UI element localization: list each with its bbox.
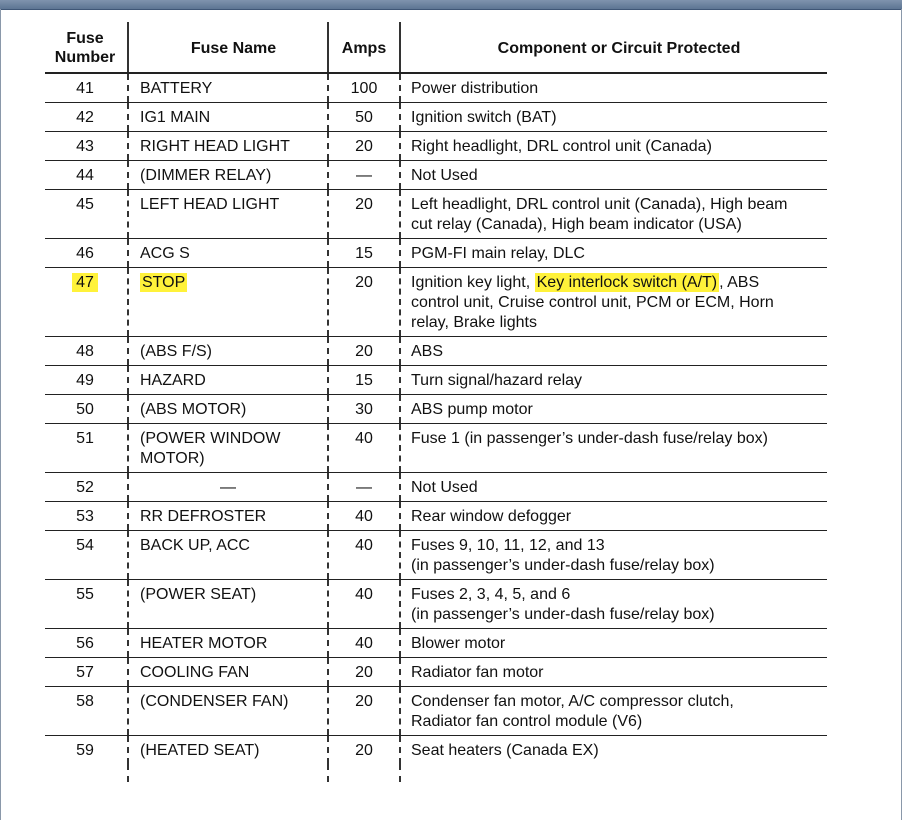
fuse-amps: 40 xyxy=(327,629,399,657)
fuse-amps: 20 xyxy=(327,687,399,735)
fuse-number: 51 xyxy=(76,430,94,447)
fuse-name: HEATER MOTOR xyxy=(127,629,327,657)
fuse-component: ABS pump motor xyxy=(399,395,827,423)
highlight-mark: STOP xyxy=(142,274,186,291)
fuse-amps: 50 xyxy=(327,103,399,131)
fuse-component: Fuses 2, 3, 4, 5, and 6 (in passenger’s under-dash fuse/relay box) xyxy=(399,580,827,628)
fuse-name: (POWER SEAT) xyxy=(127,580,327,628)
component-text: , ABS control unit, Cruise control unit, PCM or ECM, Horn relay, Brake lights xyxy=(411,274,774,331)
fuse-amps: 15 xyxy=(327,239,399,267)
fuse-number: 42 xyxy=(76,109,94,126)
tail-divider xyxy=(399,764,827,782)
fuse-number: 41 xyxy=(76,80,94,97)
table-tail xyxy=(45,764,827,782)
fuse-component: PGM-FI main relay, DLC xyxy=(399,239,827,267)
fuse-amps: 30 xyxy=(327,395,399,423)
fuse-amps: 20 xyxy=(327,132,399,160)
fuse-component: ABS xyxy=(399,337,827,365)
tail-divider xyxy=(127,764,327,782)
table-header xyxy=(45,22,827,74)
fuse-name xyxy=(127,268,327,336)
fuse-number: 46 xyxy=(76,245,94,262)
fuse-name: (CONDENSER FAN) xyxy=(127,687,327,735)
fuse-number: 50 xyxy=(76,401,94,418)
fuse-number: 53 xyxy=(76,508,94,525)
fuse-component: Fuse 1 (in passenger’s under-dash fuse/relay box) xyxy=(399,424,827,472)
header-amps: Amps xyxy=(327,22,399,72)
table-row xyxy=(45,658,827,687)
fuse-name: (ABS MOTOR) xyxy=(127,395,327,423)
fuse-component: Condenser fan motor, A/C compressor clutch, Radiator fan control module (V6) xyxy=(399,687,827,735)
table-row xyxy=(45,580,827,629)
fuse-component: Rear window defogger xyxy=(399,502,827,530)
fuse-component: Turn signal/hazard relay xyxy=(399,366,827,394)
fuse-amps: 40 xyxy=(327,580,399,628)
fuse-name: HAZARD xyxy=(127,366,327,394)
fuse-number: 59 xyxy=(76,742,94,759)
fuse-name: RR DEFROSTER xyxy=(127,502,327,530)
component-text: Ignition key light, xyxy=(411,274,535,291)
fuse-component xyxy=(399,268,827,336)
fuse-component: Fuses 9, 10, 11, 12, and 13 (in passenger’s under-dash fuse/relay box) xyxy=(399,531,827,579)
fuse-name: BACK UP, ACC xyxy=(127,531,327,579)
fuse-amps: — xyxy=(327,161,399,189)
fuse-name: (HEATED SEAT) xyxy=(127,736,327,764)
table-row xyxy=(45,103,827,132)
tail-spacer xyxy=(45,764,129,782)
table-row xyxy=(45,190,827,239)
table-row xyxy=(45,74,827,103)
fuse-component: Power distribution xyxy=(399,74,827,102)
tail-divider xyxy=(327,764,399,782)
fuse-name: (DIMMER RELAY) xyxy=(127,161,327,189)
table-row-highlighted xyxy=(45,268,827,337)
fuse-component: Radiator fan motor xyxy=(399,658,827,686)
table-row xyxy=(45,629,827,658)
fuse-name: (ABS F/S) xyxy=(127,337,327,365)
fuse-component: Not Used xyxy=(399,473,827,501)
header-fuse-number: Fuse Number xyxy=(54,30,116,66)
fuse-table xyxy=(45,22,827,782)
table-row xyxy=(45,531,827,580)
table-row xyxy=(45,239,827,268)
fuse-component: Blower motor xyxy=(399,629,827,657)
fuse-name: — xyxy=(127,473,327,501)
fuse-name: LEFT HEAD LIGHT xyxy=(127,190,327,238)
fuse-number: 44 xyxy=(76,167,94,184)
fuse-number: 54 xyxy=(76,537,94,554)
fuse-component: Not Used xyxy=(399,161,827,189)
fuse-amps: 20 xyxy=(327,268,399,336)
fuse-number: 45 xyxy=(76,196,94,213)
header-fuse-name: Fuse Name xyxy=(127,22,327,72)
table-row xyxy=(45,161,827,190)
table-row xyxy=(45,502,827,531)
fuse-amps: — xyxy=(327,473,399,501)
fuse-number: 49 xyxy=(76,372,94,389)
fuse-amps: 20 xyxy=(327,736,399,764)
window-left-border xyxy=(0,9,1,820)
table-row xyxy=(45,395,827,424)
fuse-component: Seat heaters (Canada EX) xyxy=(399,736,827,764)
table-body xyxy=(45,74,827,782)
table-row xyxy=(45,366,827,395)
fuse-amps: 40 xyxy=(327,531,399,579)
table-row xyxy=(45,687,827,736)
window-top-bar xyxy=(0,0,902,10)
fuse-amps: 40 xyxy=(327,502,399,530)
fuse-name: COOLING FAN xyxy=(127,658,327,686)
fuse-number: 57 xyxy=(76,664,94,681)
fuse-name: RIGHT HEAD LIGHT xyxy=(127,132,327,160)
fuse-amps: 20 xyxy=(327,658,399,686)
fuse-number: 43 xyxy=(76,138,94,155)
table-row xyxy=(45,132,827,161)
fuse-component: Ignition switch (BAT) xyxy=(399,103,827,131)
fuse-name: (POWER WINDOW MOTOR) xyxy=(127,424,327,472)
table-row xyxy=(45,736,827,764)
table-row xyxy=(45,473,827,502)
highlight-mark: Key interlock switch (A/T) xyxy=(536,274,718,291)
fuse-component: Right headlight, DRL control unit (Canada) xyxy=(399,132,827,160)
fuse-number: 55 xyxy=(76,586,94,603)
fuse-amps: 20 xyxy=(327,337,399,365)
fuse-amps: 100 xyxy=(327,74,399,102)
table-row xyxy=(45,424,827,473)
fuse-name: ACG S xyxy=(127,239,327,267)
table-row xyxy=(45,337,827,366)
header-component: Component or Circuit Protected xyxy=(399,22,827,72)
highlight-mark: 47 xyxy=(72,273,98,292)
fuse-name: IG1 MAIN xyxy=(127,103,327,131)
fuse-number: 48 xyxy=(76,343,94,360)
fuse-number: 58 xyxy=(76,693,94,710)
fuse-number xyxy=(45,268,129,336)
fuse-name: BATTERY xyxy=(127,74,327,102)
fuse-amps: 20 xyxy=(327,190,399,238)
fuse-amps: 40 xyxy=(327,424,399,472)
fuse-component: Left headlight, DRL control unit (Canada), High beam cut relay (Canada), High beam indicator (USA) xyxy=(399,190,827,238)
fuse-number: 56 xyxy=(76,635,94,652)
fuse-number: 52 xyxy=(76,479,94,496)
fuse-amps: 15 xyxy=(327,366,399,394)
